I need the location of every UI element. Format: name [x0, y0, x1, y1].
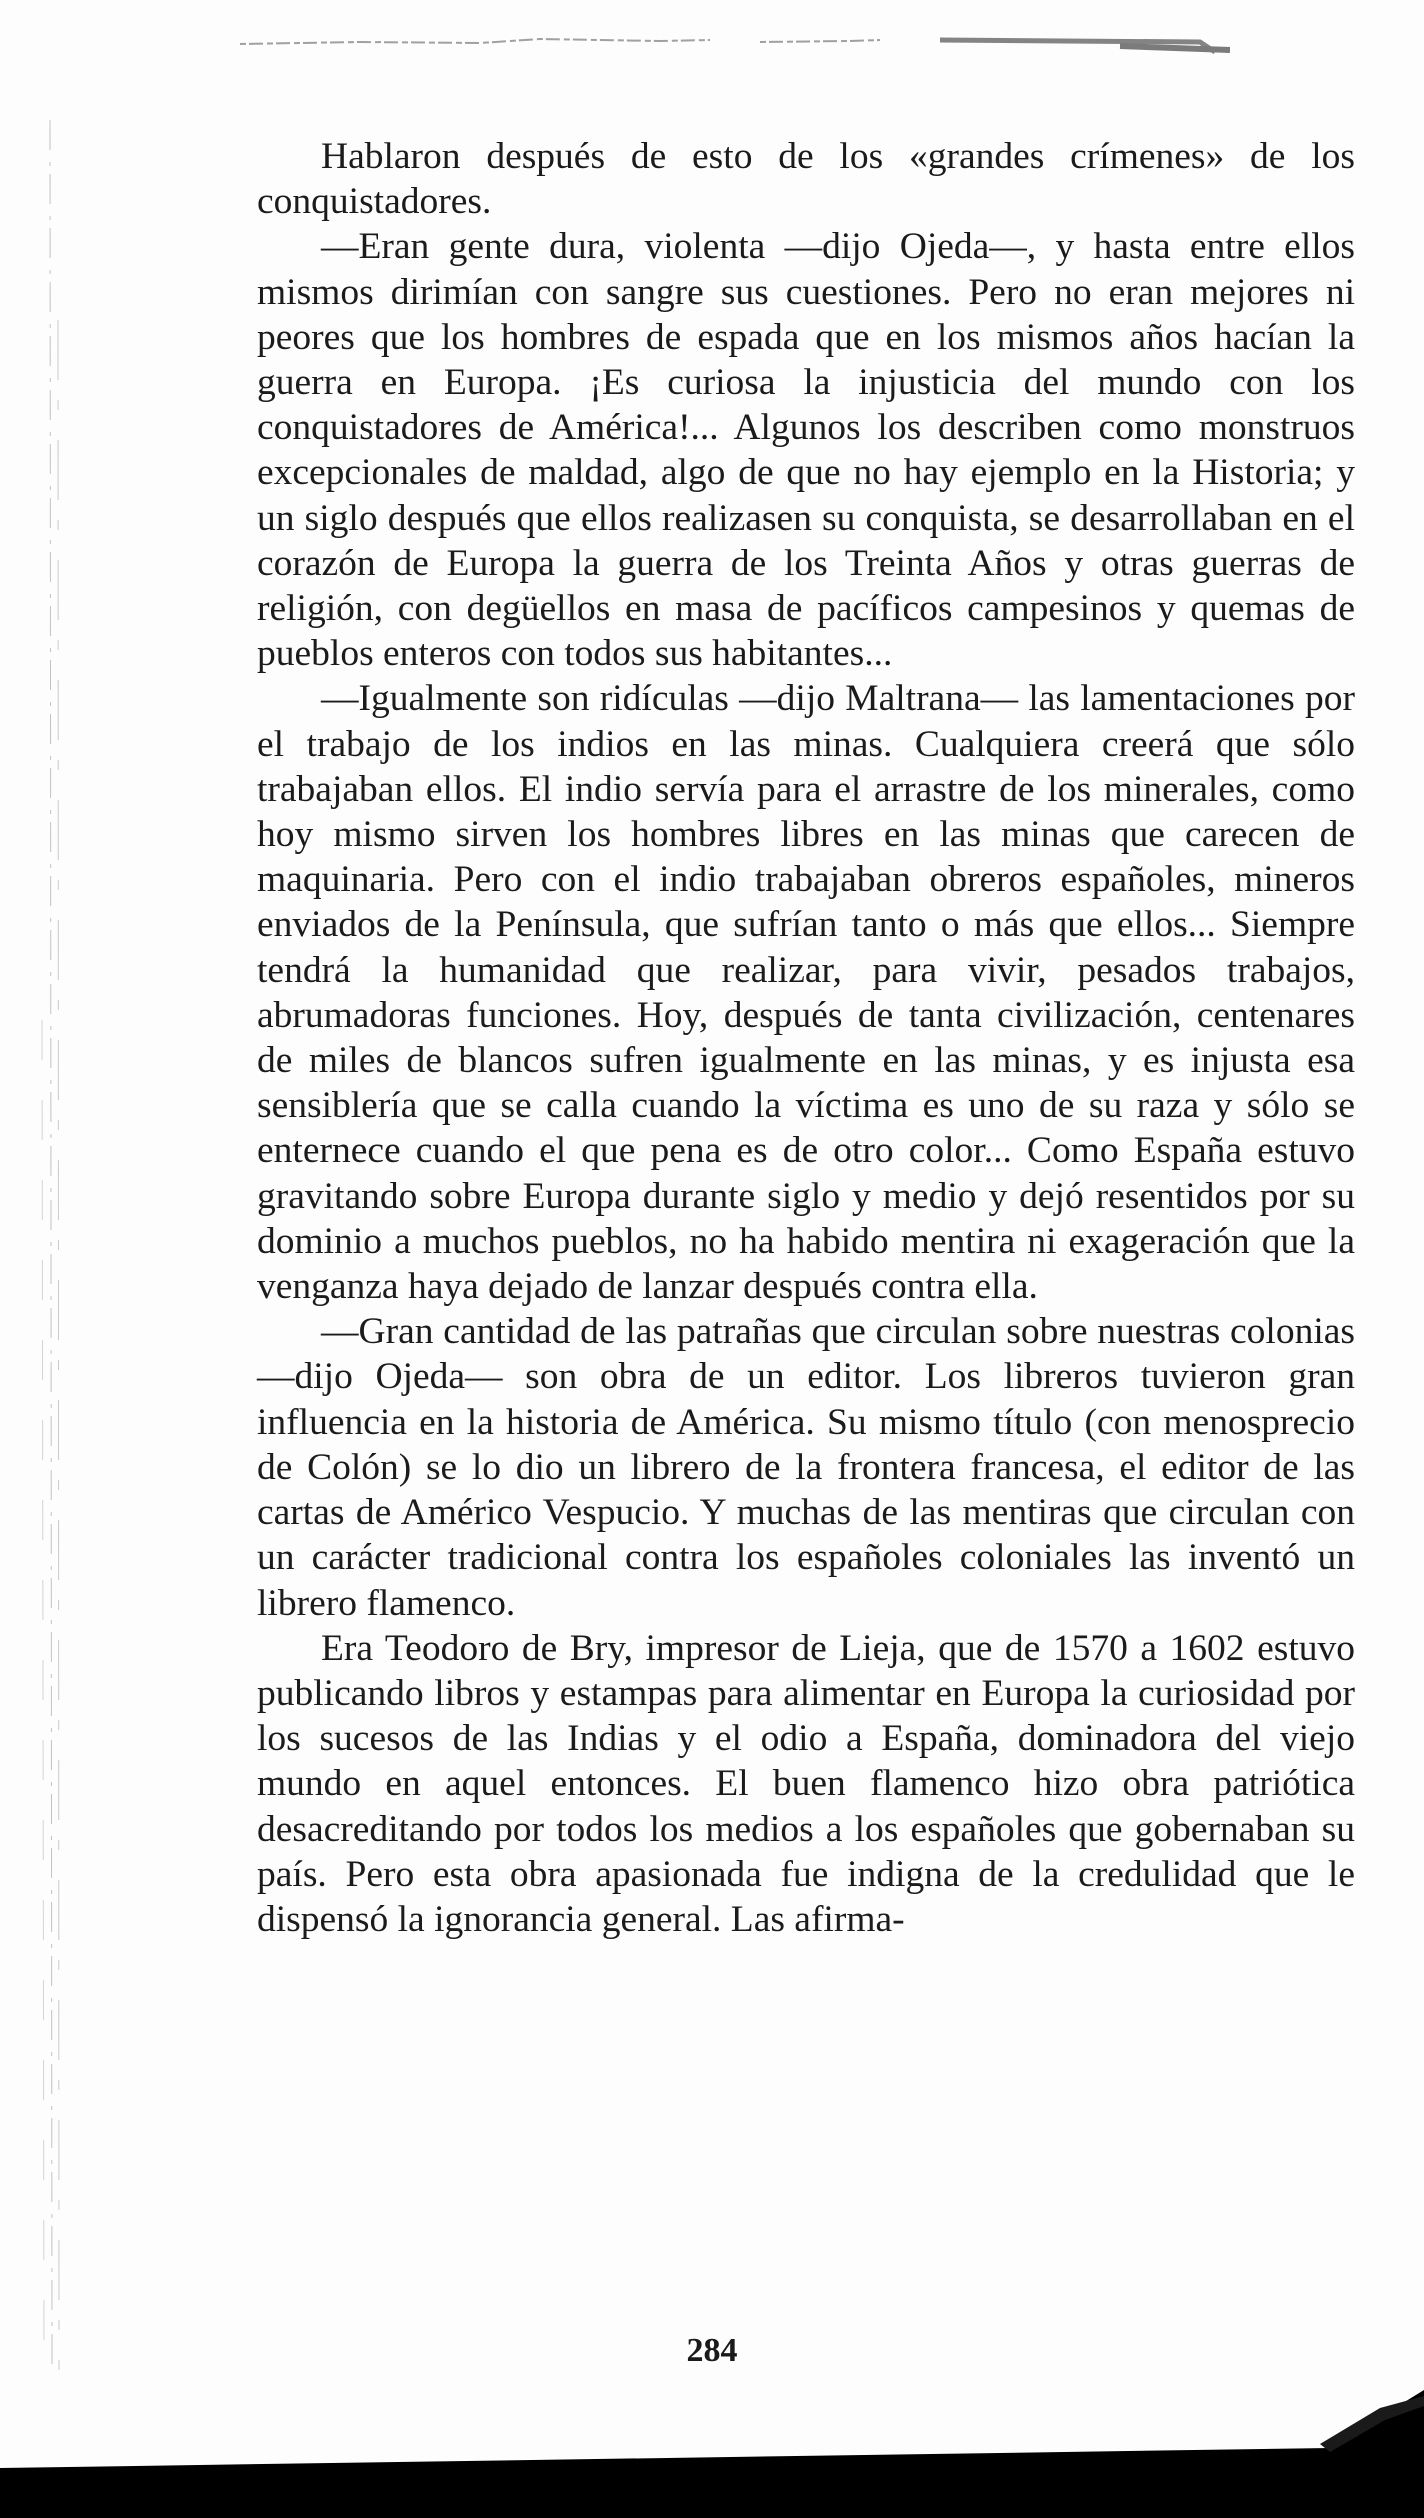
paragraph-1: Hablaron después de esto de los «grandes crímenes» de los conquistadores.	[257, 136, 1355, 223]
page-number: 284	[686, 2332, 738, 2369]
paragraph-2: —Eran gente dura, violenta —dijo Ojeda—, y hasta entre ellos mismos dirimían con sangre sus cuestiones. Pero no eran mejores ni peores que los hombres de espada que en los mismos años hacían la guerra en Europa. ¡Es curiosa la injusticia del mundo con los conquistadores de América!... Algunos los describen como monstruos excepcionales de maldad, algo de que no hay ejemplo en la Historia; y un siglo después que ellos realizasen su conquista, se desarrollaban en el corazón de Europa la guerra de los Treinta Años y otras guerras de religión, con degüellos en masa de pacíficos campesinos y quemas de pueblos enteros con todos sus habitantes...	[257, 226, 1355, 675]
scan-top-edge-noise	[240, 30, 1230, 56]
paragraph-5: Era Teodoro de Bry, impresor de Lieja, que de 1570 a 1602 estuvo publicando libros y estampas para alimentar en Europa la curiosidad por los sucesos de las Indias y el odio a España, dominadora del viejo mundo en aquel entonces. El buen flamenco hizo obra patriótica desacreditando por todos los medios a los españoles que gobernaban su país. Pero esta obra apasionada fue indigna de la credulidad que le dispensó la ignorancia general. Las afirma-	[257, 1627, 1355, 1940]
paragraph-3: —Igualmente son ridículas —dijo Maltrana— las lamentaciones por el trabajo de los indios en las minas. Cualquiera creerá que sólo trabajaban ellos. El indio servía para el arrastre de los minerales, como hoy mismo sirven los hombres libres en las minas que carecen de maquinaria. Pero con el indio trabajaban obreros españoles, mineros enviados de la Península, que sufrían tanto o más que ellos... Siempre tendrá la humanidad que realizar, para vivir, pesados trabajos, abrumadoras funciones. Hoy, después de tanta civilización, centenares de miles de blancos sufren igualmente en las minas, y es injusta esa sensiblería que se calla cuando la víctima es uno de su raza y sólo se enternece cuando el que pena es de otro color... Como España estuvo gravitando sobre Europa durante siglo y medio y dejó resentidos por su dominio a muchos pueblos, no ha habido mentira ni exageración que la venganza haya dejado de lanzar después contra ella.	[257, 678, 1355, 1308]
scan-binding-edge	[28, 120, 68, 2370]
paragraph-4: —Gran cantidad de las patrañas que circulan sobre nuestras colonias —dijo Ojeda— son obra de un editor. Los libreros tuvieron gran influencia en la historia de América. Su mismo título (con menosprecio de Colón) se lo dio un librero de la frontera francesa, el editor de las cartas de Américo Vespucio. Y muchas de las mentiras que circulan con un carácter tradicional contra los españoles coloniales las inventó un librero flamenco.	[257, 1311, 1355, 1624]
scan-dark-bottom-edge	[0, 2336, 1424, 2518]
body-text	[257, 134, 1355, 1942]
